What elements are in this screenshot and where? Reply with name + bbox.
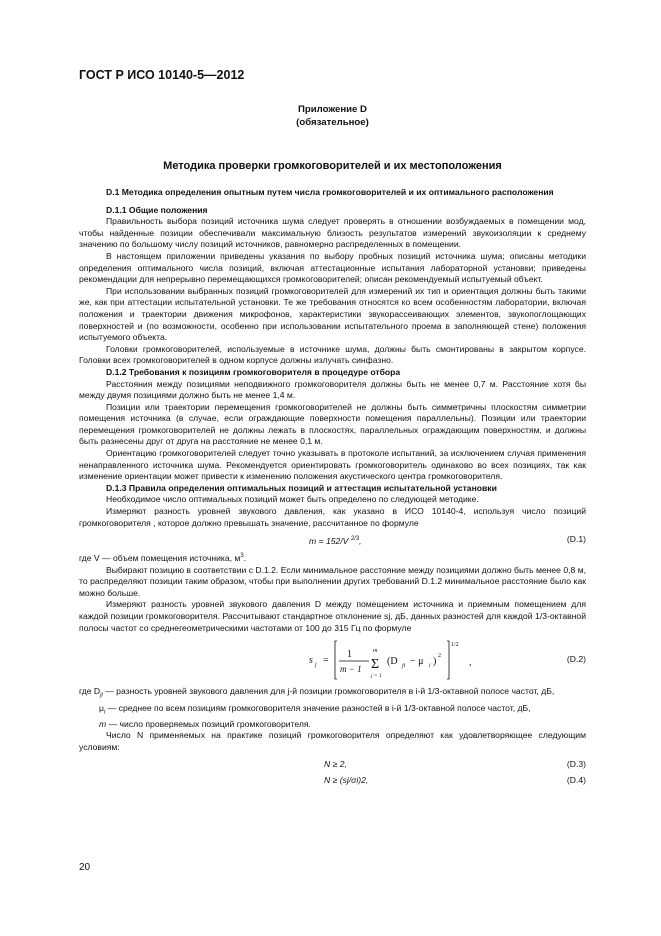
svg-text:2: 2 [438,653,441,660]
definition-mu: $\mu_i$ — среднее по всем позициям громкоговорителя значение разностей в i-й 1/3-октавной полосе частот, дБ, [99,702,531,716]
appendix-label [79,103,586,129]
paragraph: В настоящем приложении приведены указания по выбору пробных позиций источника шума; описаны методики определения оптимального числа позиций, включая аттестационные испытания лабораторной установки; приведены рекомендации для непрерывно перемещающихся громкоговорителей; описан рекомендуемый испытуемый объект. [79,250,586,285]
equation-number: (D.2) [566,654,586,665]
paragraph: Правильность выбора позиций источника шума следует проверять в отношении возбуждаемых в помещении мод, чтобы найденные позиции обеспечивали максимальную близость результатов измерений звукоизоляции к среднему значению по большому числу позиций источников, равномерно распределенных в помещении. [79,216,586,250]
paragraph: Позиции или траектории перемещения громкоговорителей не должны быть симметричны плоскостям симметрии помещения источника (в случае, если ограждающие поверхности помещения параллельны). Позиции или траектории перемещения громкоговорителей не должны лежать в плоскостях, параллельных ограждающим поверхностям, и должны быть разнесены друг от друга на расстояние не менее 0,1 м. [79,401,586,447]
page-number: 20 [79,862,91,873]
appendix-title: Приложение D [298,104,367,115]
svg-text:s: s [309,655,313,667]
svg-text:(D: (D [387,656,398,668]
document-header: ГОСТ Р ИСО 10140-5—2012 [79,68,245,82]
definition-v: где V — объем помещения источника, $м^3$. [79,553,247,564]
equation-d1 [79,531,586,549]
svg-text:ji: ji [402,663,406,670]
svg-text:m: m [373,648,378,655]
svg-text:=: = [323,655,329,667]
heading-d12: D.1.2 Требования к позициям громкоговорителя в процедуре отбора [106,366,401,377]
paragraph: Число N применяемых на практике позиций громкоговорителя определяют как удовлетворяющее следующим условиям: [79,730,586,753]
equation-number: (D.3) [566,758,586,769]
svg-text:i: i [429,663,431,670]
equation-number: (D.4) [566,774,586,785]
equation-d3 [79,756,586,770]
equation-formula: m = 152/V $^{2/3}$, [309,536,362,547]
paragraph: Головки громкоговорителей, используемые в источнике шума, должны быть смонтированы в закрытом корпусе. Головки всех громкоговорителей в одном корпусе должны излучать синфазно. [79,343,586,366]
heading-d1: D.1 Методика определения опытным путем числа громкоговорителей и их оптимального расположения [106,187,554,197]
svg-text:m − 1: m − 1 [340,664,362,675]
body-text [79,187,586,788]
appendix-status: (обязательное) [296,117,369,128]
definition-dji: где $D_{ji}$ — разность уровней звукового давления для j-й позиции громкоговорителя в i-й 1/3-октавной полосе частот, дБ, [79,686,555,699]
equation-formula: N ≥ (sj/σi)2, [324,774,369,785]
formula-sd [309,637,539,683]
svg-text:,: , [469,657,472,669]
svg-text:j = 1: j = 1 [371,673,382,680]
section-title: Методика проверки громкоговорителей и их местоположения [163,160,502,172]
equation-formula: N ≥ 2, [324,758,347,769]
definition-m: m — число проверяемых позиций громкоговорителя. [99,718,311,729]
paragraph: Измеряют разность уровней звукового давления, как указано в ИСО 10140-4, используя число позиций громкоговорителя , которое должно превышать значение, рассчитанное по формуле [79,506,586,528]
paragraph: Ориентацию громкоговорителей следует точно указывать в протоколе испытаний, за исключением случая применения ненаправленного источника шума. Рекомендуется ориентировать громкоговоритель одинаково во всех позициях, так как изменение ориентации может привести к изменению положения акустического центра громкоговорителя. [79,448,586,482]
svg-text:1/2: 1/2 [451,642,459,649]
svg-text:): ) [433,656,437,668]
paragraph: Измеряют разность уровней звукового давления D между помещением источника и приемным помещением для каждой позиции громкоговорителя. Рассчитывают стандартное отклонение sj, дБ, данных разностей для каждой 1/3-октавной полосы частот со среднегеометрическими частотами от 100 до 315 Гц по формуле [79,599,586,633]
paragraph: Необходимое число оптимальных позиций может быть определено по следующей методике. [106,494,479,505]
heading-d13: D.1.3 Правила определения оптимальных позиций и аттестация испытательной установки [106,482,497,493]
heading-d11: D.1.1 Общие положения [106,204,208,215]
paragraph: Расстояния между позициями неподвижного громкоговорителя должны быть не менее 0,7 м. Расстояние хотя бы между двумя позициями должно быть не менее 1,4 м. [79,378,586,401]
paragraph: Выбирают позицию в соответствии с D.1.2. Если минимальное расстояние между позициями должно быть менее 0,8 м, то распределяют позиции таким образом, чтобы при выполнении других требований D.1.2 минимальное расстояние было как можно больше. [79,564,586,598]
equation-d4 [79,772,586,786]
svg-text:1: 1 [347,649,352,661]
paragraph: При использовании выбранных позиций громкоговорителей для измерений их тип и ориентация должны быть такими же, как при аттестации испытательной установки. Те же требования относятся ко всем особенностям лаборатории, включая положения и траектории движения микрофонов, характеристики звукорассеивающих элементов, звукопоглощающих поверхностей и (по возможности, особенно при использовании испытательного проема в заполняющей стене) положения испытуемого объекта. [79,285,586,343]
svg-text:Σ: Σ [371,657,380,673]
equation-d2 [79,637,586,683]
svg-text:j: j [315,662,317,669]
equation-number: (D.1) [566,534,586,545]
svg-text:− μ: − μ [410,656,424,668]
